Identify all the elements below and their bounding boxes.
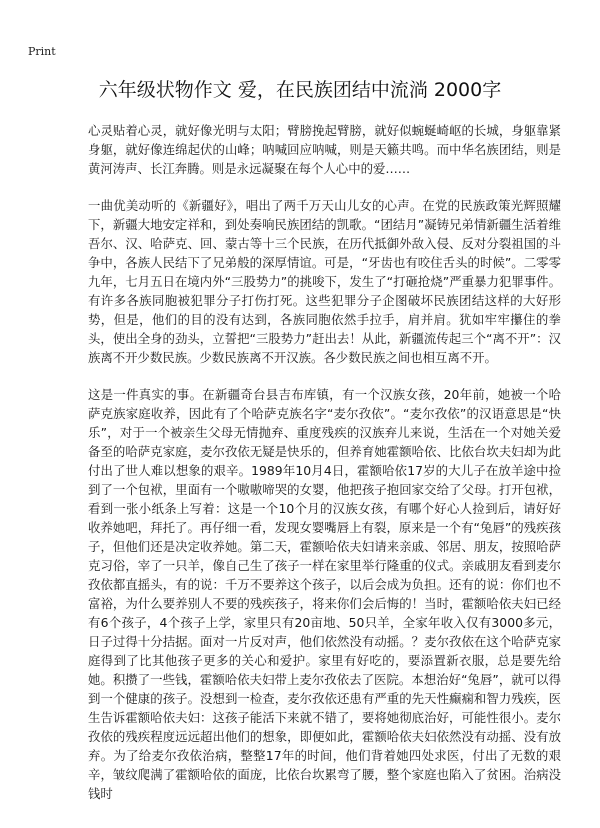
article-body	[88, 121, 561, 821]
article-paragraph: 心灵贴着心灵，就好像光明与太阳；臂膀挽起臂膀，就好似蜿蜒崎岖的长城，身躯靠紧身躯，就好像连绵起伏的山峰；呐喊回应呐喊，则是天籁共鸣。而中华名族团结，则是黄河涛声、长江奔腾。则是永远凝聚在每个人心中的爱……	[88, 123, 561, 176]
article-title: 六年级状物作文 爱，在民族团结中流淌 2000字	[98, 79, 502, 101]
print-link[interactable]: Print	[28, 45, 56, 58]
article-paragraph: 这是一件真实的事。在新疆奇台县吉布库镇，有一个汉族女孩，20年前，她被一个哈萨克族家庭收养，因此有了个哈萨克族名字“麦尔孜依”。“麦尔孜依”的汉语意思是“快乐”，对于一个被亲生父母无情抛弃、重度残疾的汉族弃儿来说，生活在一个对她关爱备至的哈萨克家庭，麦尔孜依无疑是快乐的，但养育她霍额哈依、比依台坎夫妇却为此付出了世人难以想象的艰辛。1989年10月4日，霍额哈依17岁的大儿子在放羊途中捡到了一个包袱，里面有一个嗷嗷啼哭的女婴，他把孩子抱回家交给了父母。打开包袱，看到一张小纸条上写着：这是一个10个月的汉族女孩，有哪个好心人捡到后，请好好收养她吧，拜托了。再仔细一看，发现女婴嘴唇上有裂，原来是一个有“兔唇”的残疾孩子，但他们还是决定收养她。第二天，霍额哈依夫妇请来亲戚、邻居、朋友，按照哈萨克习俗，宰了一只羊，像自己生了孩子一样在家里举行隆重的仪式。亲戚朋友看到麦尔孜依都直摇头，有的说：千万不要养这个孩子，以后会成为负担。还有的说：你们也不富裕，为什么要养别人不要的残疾孩子，将来你们会后悔的！当时，霍额哈依夫妇已经有6个孩子，4个孩子上学，家里只有20亩地、50只羊，全家年收入仅有3000多元，日子过得十分拮据。面对一片反对声，他们依然没有动摇。？麦尔孜依在这个哈萨克家庭得到了比其他孩子更多的关心和爱护。家里有好吃的，要添置新衣服，总是要先给她。积攒了一些钱，霍额哈依夫妇带上麦尔孜依去了医院。本想治好“兔唇”，就可以得到一个健康的孩子。没想到一检查，麦尔孜依还患有严重的先天性癫痫和智力残疾，医生告诉霍额哈依夫妇：这孩子能活下来就不错了，要将她彻底治好，可能性很小。麦尔孜依的残疾程度远远超出他们的想象，即便如此，霍额哈依夫妇依然没有动摇、没有放弃。为了给麦尔孜依治病，整整17年的时间，他们背着她四处求医，付出了无数的艰辛，皱纹爬满了霍额哈依的面庞，比依台坎累弯了腰，整个家庭也陷入了贫困。治病没钱时	[88, 387, 561, 801]
article-paragraph: 一曲优美动听的《新疆好》，唱出了两千万天山儿女的心声。在党的民族政策光辉照耀下，新疆大地安定祥和，到处奏响民族团结的凯歌。“团结月”凝铸兄弟情新疆生活着维吾尔、汉、哈萨克、回、蒙古等十三个民族，在历代抵御外敌入侵、反对分裂祖国的斗争中，各族人民结下了兄弟般的深厚情谊。可是，“牙齿也有咬住舌头的时候”。二零零九年，七月五日在境内外“三股势力”的挑唆下，发生了“打砸抢烧”严重暴力犯罪事件。有许多各族同胞被犯罪分子打伤打死。这些犯罪分子企图破坏民族团结这样的大好形势，但是，他们的目的没有达到，各族同胞依然手拉手，肩并肩。犹如牢牢攥住的拳头，使出全身的劲头，立誓把“三股势力”赶出去！从此，新疆流传起三个“离不开”：汉族离不开少数民族。少数民族离不开汉族。各少数民族之间也相互离不开。	[88, 198, 561, 365]
